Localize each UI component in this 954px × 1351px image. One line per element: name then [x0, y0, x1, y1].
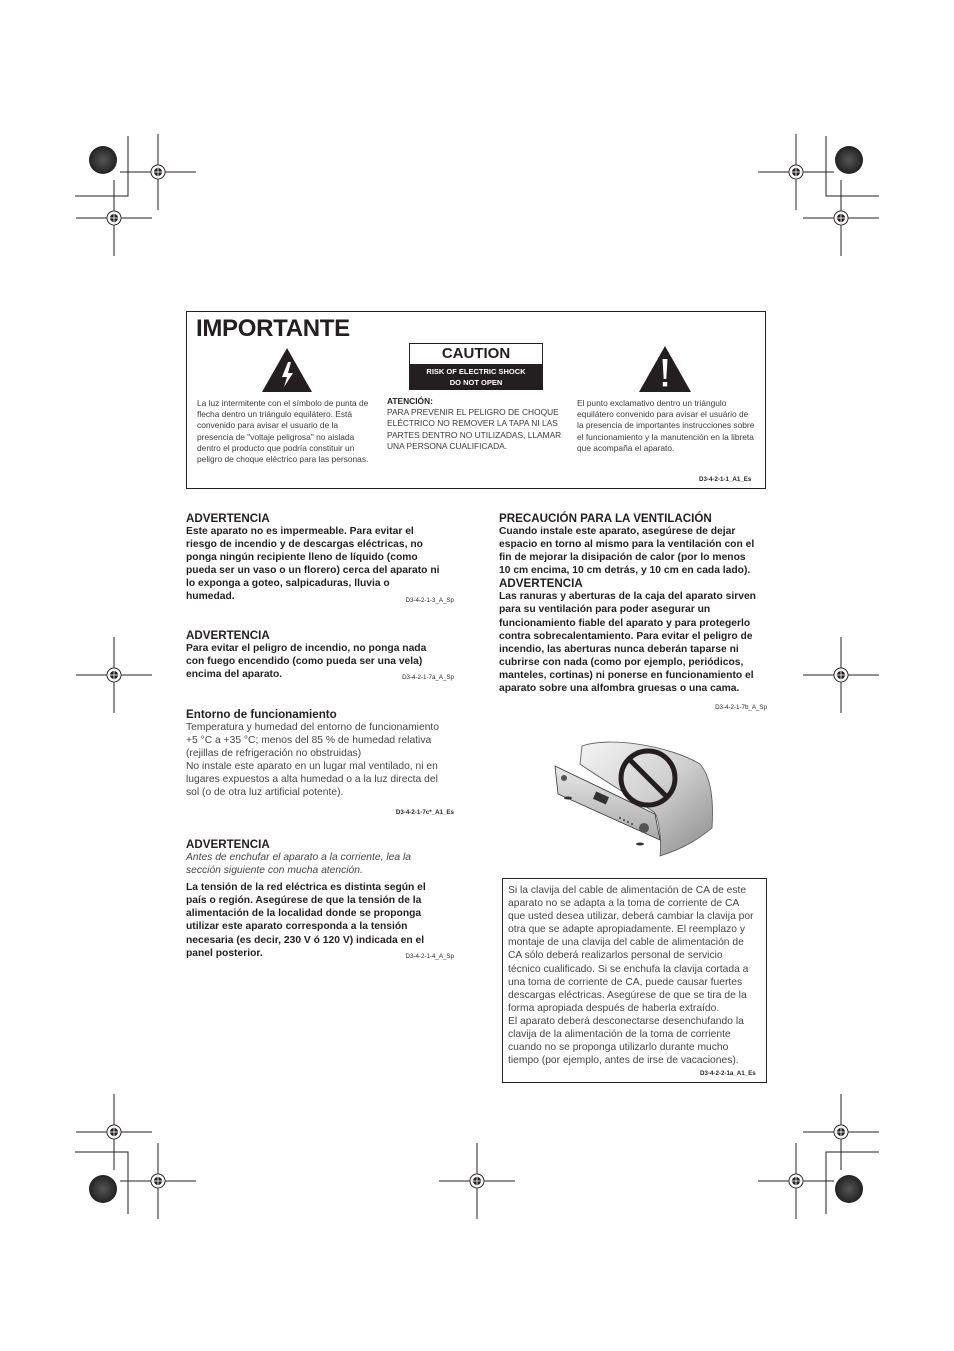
text-line: encima del aparato.	[186, 669, 283, 681]
text-line: 10 cm encima, 10 cm detrás, y 10 cm en cada lado).	[499, 565, 751, 577]
text-line: descargas eléctricas. Asegúrese de que se tira de la	[508, 989, 747, 1001]
text-line: aparato sobre una alfombra gruesas o una cama.	[499, 683, 740, 695]
text-line: pueda ser un vaso o un florero) cerca del aparato ni	[186, 565, 440, 577]
text-line: clavija de la alimentación de la toma de corriente	[508, 1029, 731, 1041]
covered-device-illustration	[550, 736, 722, 861]
importante-code: D3-4-2-1-1_A1_Es	[699, 476, 752, 483]
text-line: aparato no se adapta a la toma de corriente de CA	[508, 898, 740, 910]
lightning-warning-icon	[262, 348, 312, 392]
atencion-label: ATENCIÓN:	[387, 396, 433, 406]
text-line: manteles, cortinas) ni ponerse en funcionamiento el	[499, 669, 754, 681]
text-line: sección siguiente con mucha atención.	[186, 865, 363, 877]
reference-code: D3-4-2-1-7c*_A1_Es	[395, 808, 454, 816]
section-heading: ADVERTENCIA	[186, 512, 270, 525]
left-section-1	[186, 512, 454, 604]
text-line: fin de mejorar la disipación de calor (por lo menos	[499, 552, 746, 564]
text-line: humedad.	[186, 591, 235, 603]
caution-title: CAUTION	[441, 345, 511, 362]
section-heading: ADVERTENCIA	[186, 629, 270, 642]
section-heading: ADVERTENCIA	[186, 838, 270, 851]
text-line: Si la clavija del cable de alimentación de CA de este	[508, 885, 747, 896]
starburst-top-left	[89, 146, 117, 174]
atencion-block	[387, 396, 567, 452]
notice-code: D3-4-2-2-1a_A1_Es	[700, 1070, 756, 1077]
text-line: alimentación de la localidad donde se proponga	[186, 908, 422, 920]
text-line: No instale este aparato en un lugar mal ventilado, ni en	[186, 761, 438, 773]
lightning-description: La luz intermitente con el símbolo de punta de flecha dentro un triángulo equilátero. Está convenido para avisar el usuario de la presencia de "voltaje peligrosa" no aislada dentro el producto que podría constituir un peligro de choque eléctrico para las personas.	[197, 398, 369, 465]
text-line: espacio en torno al mismo para la ventilación con el	[499, 539, 755, 551]
text-line: incendio, las aberturas nunca deberán taparse ni	[499, 643, 739, 655]
text-line: tiempo (por ejemplo, antes de irse de vacaciones).	[508, 1055, 739, 1067]
importante-title: IMPORTANTE	[196, 315, 350, 342]
text-line: para su ventilación para poder asegurar un	[499, 604, 711, 616]
text-line: (rejillas de refrigeración no obstruidas)	[186, 748, 362, 760]
text-line: contra sobrecalentamiento. Para evitar el peligro de	[499, 630, 753, 642]
text-line: +5 °C a +35 °C; menos del 85 % de humedad relativa	[186, 735, 432, 747]
exclamation-description: El punto exclamativo dentro un triángulo equilátero convenido para avisar el usuário de la presencia de importantes instrucciones sobre el funcionamiento y la manutención en la libreta que acompaña el aparato.	[577, 398, 755, 453]
left-section-4	[186, 838, 454, 960]
text-line: ponga ningún recipiente lleno de líquido (como	[186, 552, 418, 564]
caution-badge	[409, 343, 543, 390]
text-line: Cuando instale este aparato, asegúrese de dejar	[499, 526, 736, 537]
text-line: Antes de enchufar el aparato a la corriente, lea la	[186, 852, 411, 863]
text-line: forma apropiada después de haberla extraído.	[508, 1002, 720, 1014]
caution-line-1: RISK OF ELECTRIC SHOCK	[426, 367, 526, 376]
left-section-3	[186, 708, 454, 819]
exclamation-warning-icon	[639, 346, 691, 392]
text-line: sol (o de otra luz artificial potente).	[186, 787, 344, 799]
text-line: que usted desea utilizar, deberá cambiar la clavija por	[508, 911, 754, 923]
text-line: cuando no se proponga utilizarlo durante mucho	[508, 1042, 729, 1054]
reference-code: D3-4-2-1-7a_A_Sp	[402, 674, 454, 682]
starburst-bottom-left	[89, 1175, 117, 1203]
text-line: montaje de una clavija del cable de alimentación de	[508, 937, 744, 949]
text-line: técnico cualificado. Si se enchufa la clavija cortada a	[508, 963, 749, 975]
text-line: lugares expuestos a alta humedad o a la luz directa del	[186, 774, 438, 786]
reference-code: D3-4-2-1-4_A_Sp	[405, 952, 454, 960]
text-line: lo exponga a goteo, salpicaduras, lluvia o	[186, 578, 390, 590]
text-line: utilizar este aparato corresponda a la tensión	[186, 921, 408, 933]
text-line: una toma de corriente de CA, puede causar fuertes	[508, 976, 743, 988]
caution-line-2: DO NOT OPEN	[449, 378, 503, 387]
text-line: La tensión de la red eléctrica es distinta según el	[186, 882, 426, 894]
text-line: riesgo de incendio y de descargas eléctricas, no	[186, 539, 423, 551]
text-line: panel posterior.	[186, 947, 263, 959]
left-section-2	[186, 629, 454, 681]
section-heading: PRECAUCIÓN PARA LA VENTILACIÓN	[499, 512, 712, 525]
section-heading: Entorno de funcionamiento	[186, 708, 337, 721]
starburst-top-right	[835, 146, 863, 174]
text-line: necesaria (es decir, 230 V ó 120 V) indicada en el	[186, 934, 425, 946]
text-line: CA sólo deberá realizarlos personal de servicio	[508, 950, 723, 962]
notice-text	[508, 884, 766, 1067]
reference-code: D3-4-2-1-3_A_Sp	[405, 596, 454, 604]
atencion-text: PARA PREVENIR EL PELIGRO DE CHOQUE ELÉCTRICO NO REMOVER LA TAPA NI LAS PARTES DENTRO NO UTILIZADAS, LLAMAR UNA PERSONA CUALIFICADA.	[387, 407, 562, 451]
text-line: Para evitar el peligro de incendio, no ponga nada	[186, 643, 427, 654]
text-line: cubrirse con nada (como por ejemplo, periódicos,	[499, 656, 744, 668]
text-line: funcionamiento fiable del aparato y para protegerlo	[499, 617, 751, 629]
section-heading: ADVERTENCIA	[499, 577, 583, 591]
text-line: Las ranuras y aberturas de la caja del aparato sirven	[499, 591, 756, 603]
text-line: Temperatura y humedad del entorno de funcionamiento	[186, 722, 440, 733]
text-line: otra que se adapte apropiadamente. El reemplazo y	[508, 924, 745, 936]
right-section-1	[499, 512, 767, 714]
text-line: país o región. Asegúrese de que la tensión de la	[186, 895, 422, 907]
text-line: con fuego encendido (como pueda ser una vela)	[186, 656, 423, 668]
starburst-bottom-right	[835, 1175, 863, 1203]
caution-band	[410, 364, 542, 389]
reference-code: D3-4-2-1-7b_A_Sp	[715, 704, 767, 712]
text-line: Este aparato no es impermeable. Para evitar el	[186, 526, 414, 537]
text-line: El aparato deberá desconectarse desenchufando la	[508, 1015, 744, 1027]
